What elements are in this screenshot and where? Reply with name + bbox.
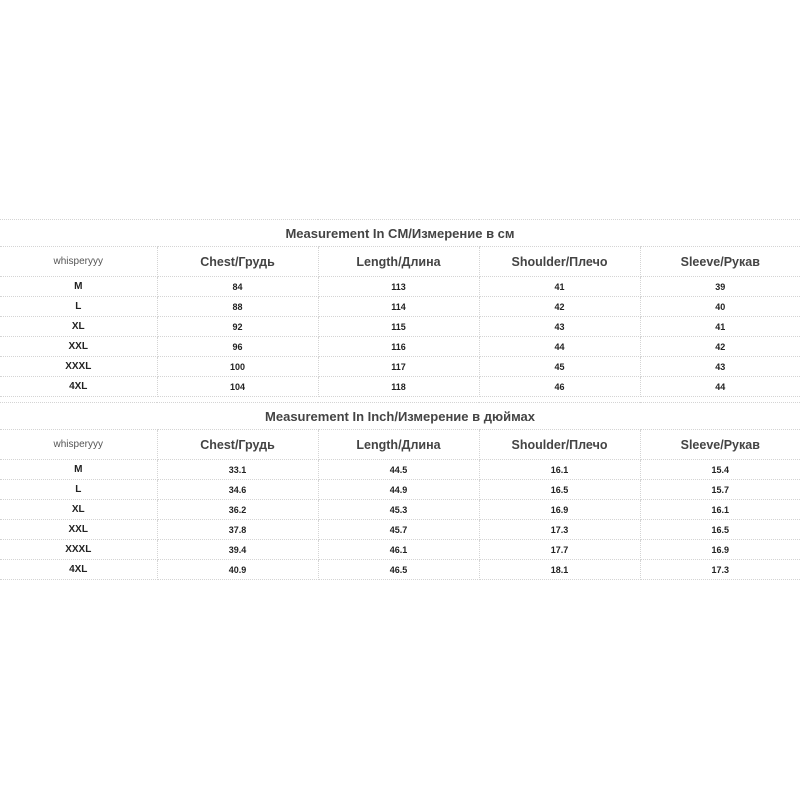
- chest-cell: 96: [157, 337, 318, 357]
- shoulder-cell: 18.1: [479, 560, 640, 580]
- sleeve-cell: 39: [640, 277, 800, 297]
- column-header-shoulder: Shoulder/Плечо: [479, 247, 640, 277]
- length-cell: 44.5: [318, 460, 479, 480]
- column-header-length: Length/Длина: [318, 430, 479, 460]
- table-row: [0, 540, 800, 560]
- column-header-sleeve: Sleeve/Рукав: [640, 247, 800, 277]
- size-cell: M: [0, 277, 157, 297]
- chest-cell: 39.4: [157, 540, 318, 560]
- size-cell: XXL: [0, 520, 157, 540]
- size-cell: 4XL: [0, 377, 157, 397]
- brand-label: whisperyyy: [0, 247, 157, 277]
- table-title: Measurement In Inch/Измерение в дюймах: [0, 403, 800, 430]
- sleeve-cell: 16.5: [640, 520, 800, 540]
- length-cell: 46.1: [318, 540, 479, 560]
- sleeve-cell: 15.7: [640, 480, 800, 500]
- length-cell: 118: [318, 377, 479, 397]
- table-row: [0, 377, 800, 397]
- column-header-chest: Chest/Грудь: [157, 247, 318, 277]
- size-table-cm: [0, 219, 800, 397]
- table-row: [0, 500, 800, 520]
- brand-label: whisperyyy: [0, 430, 157, 460]
- table-row: [0, 277, 800, 297]
- shoulder-cell: 16.5: [479, 480, 640, 500]
- table-row: [0, 317, 800, 337]
- chest-cell: 88: [157, 297, 318, 317]
- column-header-shoulder: Shoulder/Плечо: [479, 430, 640, 460]
- shoulder-cell: 45: [479, 357, 640, 377]
- chest-cell: 104: [157, 377, 318, 397]
- chest-cell: 36.2: [157, 500, 318, 520]
- size-cell: L: [0, 480, 157, 500]
- length-cell: 115: [318, 317, 479, 337]
- shoulder-cell: 16.9: [479, 500, 640, 520]
- sleeve-cell: 42: [640, 337, 800, 357]
- sleeve-cell: 16.9: [640, 540, 800, 560]
- shoulder-cell: 16.1: [479, 460, 640, 480]
- length-cell: 114: [318, 297, 479, 317]
- shoulder-cell: 43: [479, 317, 640, 337]
- sleeve-cell: 16.1: [640, 500, 800, 520]
- size-cell: XXL: [0, 337, 157, 357]
- shoulder-cell: 17.7: [479, 540, 640, 560]
- length-cell: 44.9: [318, 480, 479, 500]
- chest-cell: 84: [157, 277, 318, 297]
- column-header-length: Length/Длина: [318, 247, 479, 277]
- length-cell: 45.7: [318, 520, 479, 540]
- chest-cell: 92: [157, 317, 318, 337]
- shoulder-cell: 44: [479, 337, 640, 357]
- column-header-sleeve: Sleeve/Рукав: [640, 430, 800, 460]
- sleeve-cell: 15.4: [640, 460, 800, 480]
- chest-cell: 34.6: [157, 480, 318, 500]
- table-row: [0, 337, 800, 357]
- chest-cell: 40.9: [157, 560, 318, 580]
- sleeve-cell: 43: [640, 357, 800, 377]
- size-cell: XL: [0, 317, 157, 337]
- length-cell: 46.5: [318, 560, 479, 580]
- table-row: [0, 460, 800, 480]
- size-table-inch: [0, 402, 800, 580]
- size-cell: M: [0, 460, 157, 480]
- table-title: Measurement In CM/Измерение в см: [0, 220, 800, 247]
- size-cell: L: [0, 297, 157, 317]
- length-cell: 117: [318, 357, 479, 377]
- table-row: [0, 560, 800, 580]
- column-header-chest: Chest/Грудь: [157, 430, 318, 460]
- length-cell: 116: [318, 337, 479, 357]
- sleeve-cell: 40: [640, 297, 800, 317]
- length-cell: 113: [318, 277, 479, 297]
- shoulder-cell: 41: [479, 277, 640, 297]
- chest-cell: 33.1: [157, 460, 318, 480]
- chest-cell: 37.8: [157, 520, 318, 540]
- size-cell: XL: [0, 500, 157, 520]
- sleeve-cell: 17.3: [640, 560, 800, 580]
- shoulder-cell: 42: [479, 297, 640, 317]
- sleeve-cell: 41: [640, 317, 800, 337]
- sleeve-cell: 44: [640, 377, 800, 397]
- shoulder-cell: 46: [479, 377, 640, 397]
- table-row: [0, 357, 800, 377]
- table-row: [0, 520, 800, 540]
- table-row: [0, 297, 800, 317]
- size-cell: XXXL: [0, 357, 157, 377]
- length-cell: 45.3: [318, 500, 479, 520]
- table-row: [0, 480, 800, 500]
- shoulder-cell: 17.3: [479, 520, 640, 540]
- size-cell: XXXL: [0, 540, 157, 560]
- size-cell: 4XL: [0, 560, 157, 580]
- chest-cell: 100: [157, 357, 318, 377]
